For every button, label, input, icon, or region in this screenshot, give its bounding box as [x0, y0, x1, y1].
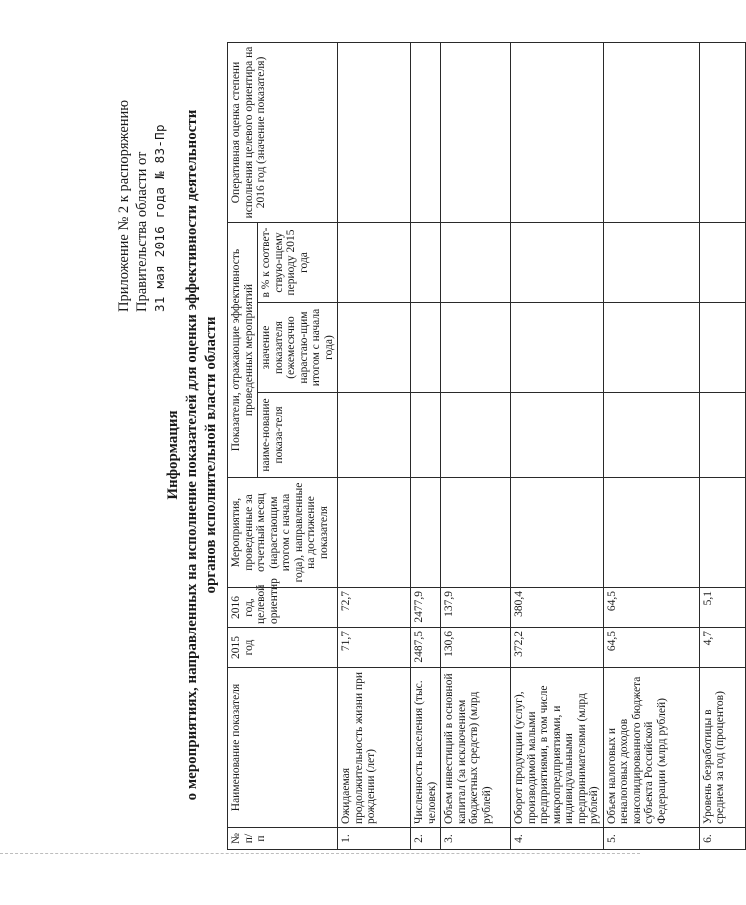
heading-title: Информация	[165, 410, 181, 500]
row-ind-value	[511, 303, 604, 393]
header-2015: 2015 год	[228, 628, 338, 668]
row-name: Оборот продукции (услуг), производимой малыми предприятиями, в том числе микропредприятиями, и индивидуальными предпринимателями (млрд рублей)	[511, 668, 604, 828]
table-row	[511, 43, 604, 850]
row-ind-pct	[699, 223, 745, 303]
row-name: Ожидаемая продолжительность жизни при рождении (лет)	[338, 668, 411, 828]
row-ind-value	[603, 303, 699, 393]
row-name: Уровень безработицы в среднем за год (процентов)	[699, 668, 745, 828]
row-measures	[411, 478, 441, 588]
row-measures	[338, 478, 411, 588]
row-2016: 64,5	[603, 588, 699, 628]
row-ind-value	[411, 303, 441, 393]
row-num: 6.	[699, 828, 745, 850]
table-row	[603, 43, 699, 850]
row-ind-value	[338, 303, 411, 393]
row-2016: 2477,9	[411, 588, 441, 628]
heading-line-2: органов исполнительной власти области	[203, 316, 219, 594]
header-indicators: Показатели, отражающие эффективность проведенных мероприятий	[228, 223, 258, 478]
row-2015: 4,7	[699, 628, 745, 668]
row-ind-pct	[338, 223, 411, 303]
row-ind-value	[699, 303, 745, 393]
row-measures	[441, 478, 511, 588]
row-2016: 5,1	[699, 588, 745, 628]
row-name: Объем налоговых и неналоговых доходов консолидированного бюджета субъекта Российской Федерации (млрд рублей)	[603, 668, 699, 828]
row-2016: 72,7	[338, 588, 411, 628]
row-assessment	[411, 43, 441, 223]
row-assessment	[441, 43, 511, 223]
row-measures	[603, 478, 699, 588]
row-num: 2.	[411, 828, 441, 850]
header-num: № п/п	[228, 828, 338, 850]
row-assessment	[511, 43, 604, 223]
row-measures	[699, 478, 745, 588]
row-ind-name	[699, 393, 745, 478]
row-num: 3.	[441, 828, 511, 850]
table-row	[699, 43, 745, 850]
row-assessment	[699, 43, 745, 223]
table-row	[441, 43, 511, 850]
row-2015: 372,2	[511, 628, 604, 668]
row-num: 4.	[511, 828, 604, 850]
row-2015: 64,5	[603, 628, 699, 668]
row-2016: 380,4	[511, 588, 604, 628]
row-num: 5.	[603, 828, 699, 850]
header-name: Наименование показателя	[228, 668, 338, 828]
appendix-date: 31 мая 2016 года № 83-Пр	[152, 124, 167, 312]
row-2015: 71,7	[338, 628, 411, 668]
row-num: 1.	[338, 828, 411, 850]
indicators-table	[227, 42, 746, 850]
row-ind-pct	[411, 223, 441, 303]
row-assessment	[338, 43, 411, 223]
header-ind-value: значение показателя (ежемесячно нарастаю-щим итогом с начала года)	[258, 303, 338, 393]
header-2016: 2016 год, целевой ориентир	[228, 588, 338, 628]
row-measures	[511, 478, 604, 588]
row-ind-name	[411, 393, 441, 478]
row-ind-pct	[511, 223, 604, 303]
table-body	[338, 43, 746, 850]
row-name: Численность населения (тыс. человек)	[411, 668, 441, 828]
row-ind-name	[603, 393, 699, 478]
header-measures: Мероприятия, проведенные за отчетный месяц (нарастающим итогом с начала года), направленные на достижение показателя	[228, 478, 338, 588]
row-ind-pct	[603, 223, 699, 303]
row-2015: 130,6	[441, 628, 511, 668]
header-ind-pct: в % к соответ-ствую-щему периоду 2015 года	[258, 223, 338, 303]
appendix-line-2: Правительства области от	[134, 151, 150, 312]
appendix-block	[115, 100, 169, 312]
row-assessment	[603, 43, 699, 223]
row-ind-name	[338, 393, 411, 478]
header-ind-name: наиме-нование показа-теля	[258, 393, 338, 478]
heading-line-1: о мероприятиях, направленных на исполнение показателей для оценки эффективности деятельности	[184, 109, 200, 801]
header-assessment: Оперативная оценка степени исполнения целевого ориентира на 2016 год (значение показателя)	[228, 43, 338, 223]
row-ind-name	[511, 393, 604, 478]
row-2015: 2487,5	[411, 628, 441, 668]
document-heading	[164, 65, 221, 845]
row-ind-pct	[441, 223, 511, 303]
appendix-line-1: Приложение № 2 к распоряжению	[116, 99, 132, 312]
table-row	[411, 43, 441, 850]
row-ind-value	[441, 303, 511, 393]
row-ind-name	[441, 393, 511, 478]
row-name: Объем инвестиций в основной капитал (за исключением бюджетных средств) (млрд рублей)	[441, 668, 511, 828]
table-row	[338, 43, 411, 850]
row-2016: 137,9	[441, 588, 511, 628]
